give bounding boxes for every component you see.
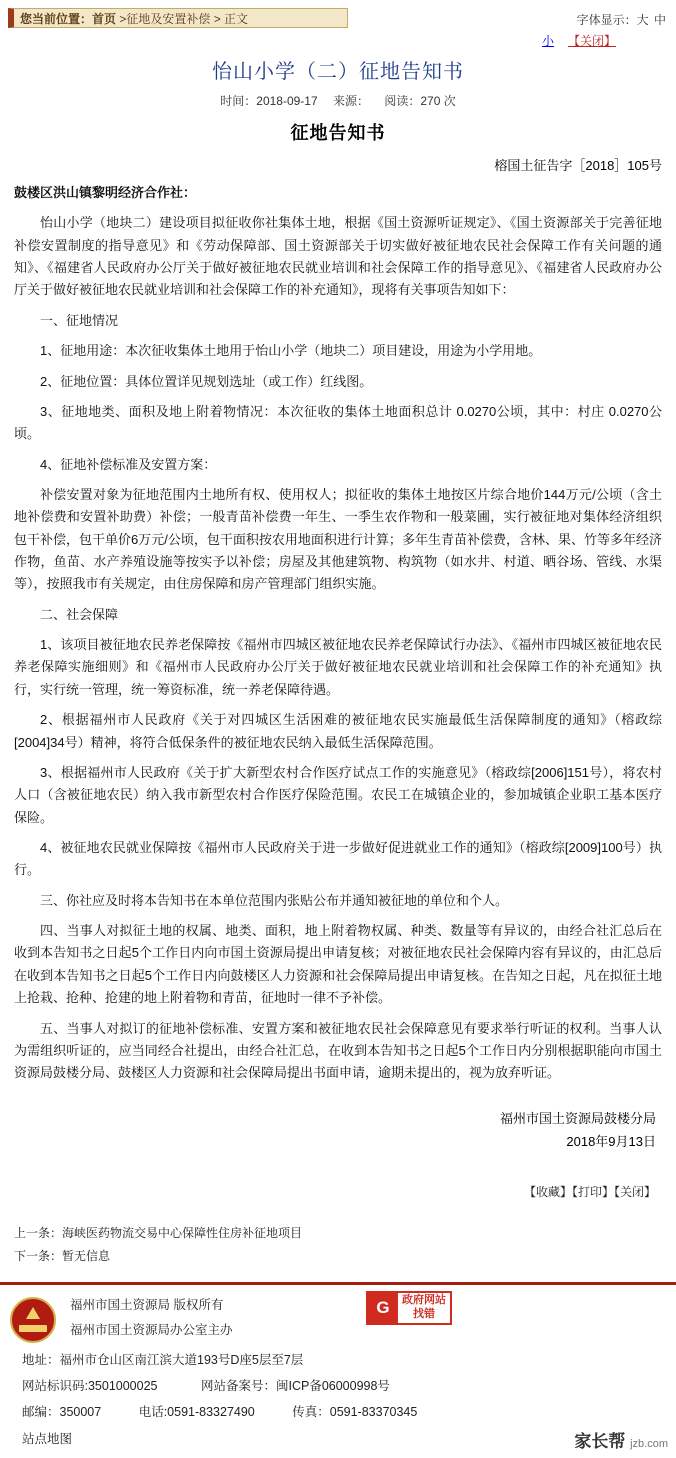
gov-badge-text <box>398 1294 450 1322</box>
footer-top <box>0 1293 676 1343</box>
signature-block <box>0 1107 676 1154</box>
footer-sitemap[interactable]: 站点地图 <box>22 1431 73 1446</box>
breadcrumb-text <box>8 8 348 28</box>
font-size-control <box>577 8 666 28</box>
font-size-large[interactable]: 大 <box>636 13 649 27</box>
favorite-button[interactable]: 【收藏】 <box>523 1185 572 1200</box>
paragraph-item-2-1: 1、该项目被征地农民养老保障按《福州市四城区被征地农民养老保障试行办法》、《福州市四城区被征地农民养老保障实施细则》和《福州市人民政府办公厅关于做好被征地农民就业培训和社会保障工作的补充通知》执行，实行统一管理，统一筹资标准，统一养老保障待遇。 <box>14 637 662 697</box>
paragraph-item-1-4: 4、征地补偿标准及安置方案： <box>40 456 217 472</box>
footer-icp[interactable]: 网站备案号：闽ICP备06000998号 <box>200 1379 390 1394</box>
footer-owner: 福州市国土资源局 版权所有 <box>70 1297 224 1312</box>
emblem-bar <box>19 1325 47 1332</box>
footer-site-id: 网站标识码:3501000025 <box>22 1379 158 1394</box>
paragraph-item-1-3: 3、征地地类、面积及地上附着物情况：本次征收的集体土地面积总计 0.0270公顷，其中：村庄 0.0270公顷。 <box>14 403 662 442</box>
font-size-label: 字体显示： <box>576 13 637 27</box>
top-bar <box>0 0 676 30</box>
gov-report-badge[interactable] <box>366 1291 452 1325</box>
article-meta <box>0 92 676 109</box>
paragraph-1: 怡山小学（地块二）建设项目拟征收你社集体土地，根据《国土资源听证规定》、《国土资源部关于完善征地补偿安置制度的指导意见》和《劳动保障部、国土资源部关于切实做好被征地农民社会保障工作有关问题的通知》、《福建省人民政府办公厅关于做好被征地农民就业培训和社会保障工作的指导意见》、《福建省人民政府办公厅关于做好被征地农民就业培训和社会保障工作的补充通知》，现将有关事项告知如下： <box>14 215 662 298</box>
breadcrumb <box>8 8 348 30</box>
paragraph-item-2-3: 3、根据福州市人民政府《关于扩大新型农村合作医疗试点工作的实施意见》（榕政综[2006]151号），将农村人口（含被征地农民）纳入我市新型农村合作医疗保险范围。农民工在城镇企业的，参加城镇企业职工基本医疗保险。 <box>14 764 662 825</box>
breadcrumb-prefix: 您当前位置：首页 <box>20 12 117 26</box>
signature-org: 福州市国土资源局鼓楼分局 <box>499 1110 656 1126</box>
prev-next-nav <box>0 1222 676 1268</box>
paragraph-item-1-2: 2、征地位置：具体位置详见规划选址（或工作）红线图。 <box>40 373 373 389</box>
gov-badge-icon: G <box>368 1293 398 1323</box>
next-article-link: 下一条：暂无信息 <box>14 1249 111 1264</box>
print-button[interactable]: 【打印】 <box>571 1185 614 1200</box>
page-title: 怡山小学（二）征地告知书 <box>212 61 464 83</box>
site-footer <box>0 1282 676 1458</box>
section-heading-5: 五、当事人对拟订的征地补偿标准、安置方案和被征地农民社会保障意见有要求举行听证的权利。当事人认为需组织听证的，应当同经合社提出，由经合社汇总，在收到本告知书之日起5个工作日内分别根据职能向市国土资源局鼓楼分局、鼓楼区人力资源和社会保障局提出书面申请，逾期未提出的，视为放弃听证。 <box>14 1020 662 1081</box>
footer-host: 福州市国土资源局办公室主办 <box>70 1322 233 1337</box>
footer-address: 地址：福州市仓山区南江滨大道193号D座5层至7层 <box>22 1352 304 1367</box>
gov-badge-line2: 找错 <box>413 1307 435 1320</box>
salutation: 鼓楼区洪山镇黎明经济合作社： <box>14 185 197 200</box>
paragraph-compensation: 补偿安置对象为征地范围内土地所有权、使用权人；拟征收的集体土地按区片综合地价144万元/公顷（含土地补偿费和安置补助费）补偿；一般青苗补偿费一年生、一季生农作物和一般菜圃，实行被征地对集体经济组织包干补偿，包干单价6万元/公顷，包干面积按农用地面积进行计算；多年生青苗补偿费，含林、果、竹等多年经济作物，鱼苗、水产养殖设施等按实予以补偿；房屋及其他建筑物、构筑物（如水井、村道、晒谷场、管线、水渠等），按照我市有关规定，由住房保障和房产管理部门组织实施。 <box>14 486 662 592</box>
paragraph-item-2-2: 2、根据福州市人民政府《关于对四城区生活困难的被征地农民实施最低生活保障制度的通知》（榕政综[2004]34号）精神，将符合低保条件的被征地农民纳入最低生活保障范围。 <box>14 712 662 750</box>
section-heading-2: 二、社会保障 <box>40 606 119 622</box>
font-size-small[interactable]: 小 <box>541 34 554 48</box>
paragraph-item-2-4: 4、被征地农民就业保障按《福州市人民政府关于进一步做好促进就业工作的通知》（榕政综[2009]100号）执行。 <box>14 839 662 878</box>
article-body <box>0 182 676 1085</box>
document-number: 榕国土征告字［2018］105号 <box>494 158 662 173</box>
source-label: 来源： <box>333 94 370 108</box>
footer-owner-block <box>70 1293 233 1343</box>
footer-row-contact <box>22 1399 676 1425</box>
paragraph-item-1-1: 1、征地用途：本次征收集体土地用于怡山小学（地块二）项目建设，用途为小学用地。 <box>40 343 542 359</box>
section-heading-4: 四、当事人对拟征土地的权属、地类、面积，地上附着物权属、种类、数量等有异议的，由经合社汇总后在收到本告知书之日起5个工作日内向市国土资源局提出申请复核；对被征地农民社会保障内容有异议的，由汇总后在收到本告知书之日起5个工作日内向鼓楼区人力资源和社会保障局提出申请复核。在告知之日起，凡在拟征土地上抢栽、抢种、抢建的地上附着物和青苗，征地时一律不予补偿。 <box>14 923 662 1006</box>
footer-fax: 传真：0591-83370345 <box>292 1405 418 1420</box>
footer-row-ids <box>22 1373 676 1399</box>
footer-zip: 邮编：350007 <box>22 1405 102 1420</box>
document-heading: 征地告知书 <box>290 123 386 143</box>
publish-time: 时间：2018-09-17 <box>220 94 318 108</box>
close-button[interactable]: 【关闭】 <box>613 1185 656 1200</box>
gov-badge-line1: 政府网站 <box>402 1294 446 1307</box>
article-actions <box>0 1183 676 1200</box>
breadcrumb-path: >征地及安置补偿 > 正文 <box>116 12 249 26</box>
close-link[interactable]: 【关闭】 <box>567 34 616 48</box>
footer-tel: 电话:0591-83327490 <box>138 1405 255 1420</box>
signature-date: 2018年9月13日 <box>566 1133 656 1149</box>
watermark-domain: jzb.com <box>630 1437 668 1450</box>
watermark-brand <box>574 1427 668 1452</box>
prev-article-link[interactable]: 上一条：海峡医药物流交易中心保障性住房补征地项目 <box>14 1226 303 1241</box>
watermark-name: 家长帮 <box>574 1431 626 1451</box>
section-heading-1: 一、征地情况 <box>40 312 119 328</box>
font-size-sep <box>649 13 652 27</box>
font-size-small-row <box>0 30 676 49</box>
view-count: 阅读：270 次 <box>384 94 456 108</box>
section-heading-3: 三、你社应及时将本告知书在本单位范围内张贴公布并通知被征地的单位和个人。 <box>40 892 509 908</box>
font-size-medium[interactable]: 中 <box>653 13 666 27</box>
national-emblem-icon <box>10 1297 56 1343</box>
